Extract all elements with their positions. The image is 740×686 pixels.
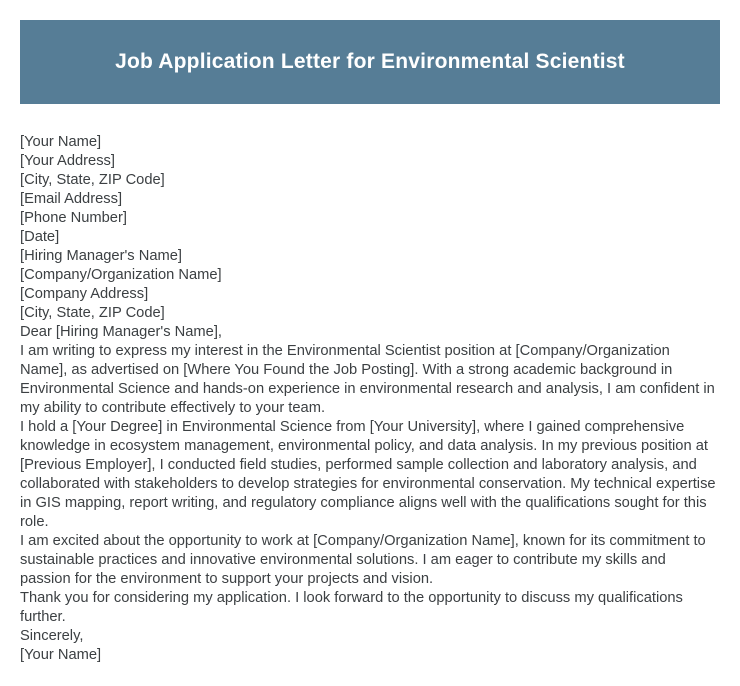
sender-city-line: [City, State, ZIP Code] xyxy=(20,172,165,188)
paragraph-introduction: I am writing to express my interest in the Environmental Scientist position at [Company/Organization Name], as advertised on [Where You Found the Job Posting]. With a strong academic background in Environmental Science and hands-on experience in environmental research and analysis, I am confident in my ability to contribute effectively to your team. xyxy=(20,343,715,416)
salutation: Dear [Hiring Manager's Name], xyxy=(20,324,222,340)
paragraph-qualifications: I hold a [Your Degree] in Environmental Science from [Your University], where I gained comprehensive knowledge in ecosystem management, environmental policy, and data analysis. In my previous position at [Previous Employer], I conducted field studies, performed sample collection and laboratory analysis, and collaborated with stakeholders to develop strategies for environmental conservation. My technical expertise in GIS mapping, report writing, and regulatory compliance aligns well with the qualifications sought for this role. xyxy=(20,419,716,530)
paragraph-thank-you: Thank you for considering my application. I look forward to the opportunity to discuss my qualifications further. xyxy=(20,590,683,625)
recipient-company-line: [Company/Organization Name] xyxy=(20,267,222,283)
recipient-address-line: [Company Address] xyxy=(20,286,149,302)
sender-address-line: [Your Address] xyxy=(20,153,115,169)
recipient-city-line: [City, State, ZIP Code] xyxy=(20,305,165,321)
page-title: Job Application Letter for Environmental Scientist xyxy=(115,50,625,73)
letter-body xyxy=(20,133,720,665)
sender-name-line: [Your Name] xyxy=(20,134,102,150)
sender-email-line: [Email Address] xyxy=(20,191,123,207)
signature: [Your Name] xyxy=(20,647,102,663)
recipient-name-line: [Hiring Manager's Name] xyxy=(20,248,182,264)
sender-block xyxy=(20,133,720,247)
sender-phone-line: [Phone Number] xyxy=(20,210,127,226)
recipient-block xyxy=(20,247,720,323)
date-line: [Date] xyxy=(20,229,60,245)
header-banner xyxy=(20,20,720,104)
closing: Sincerely, xyxy=(20,628,84,644)
paragraph-enthusiasm: I am excited about the opportunity to work at [Company/Organization Name], known for its commitment to sustainable practices and innovative environmental solutions. I am eager to contribute my skills and passion for the environment to support your projects and vision. xyxy=(20,533,706,587)
